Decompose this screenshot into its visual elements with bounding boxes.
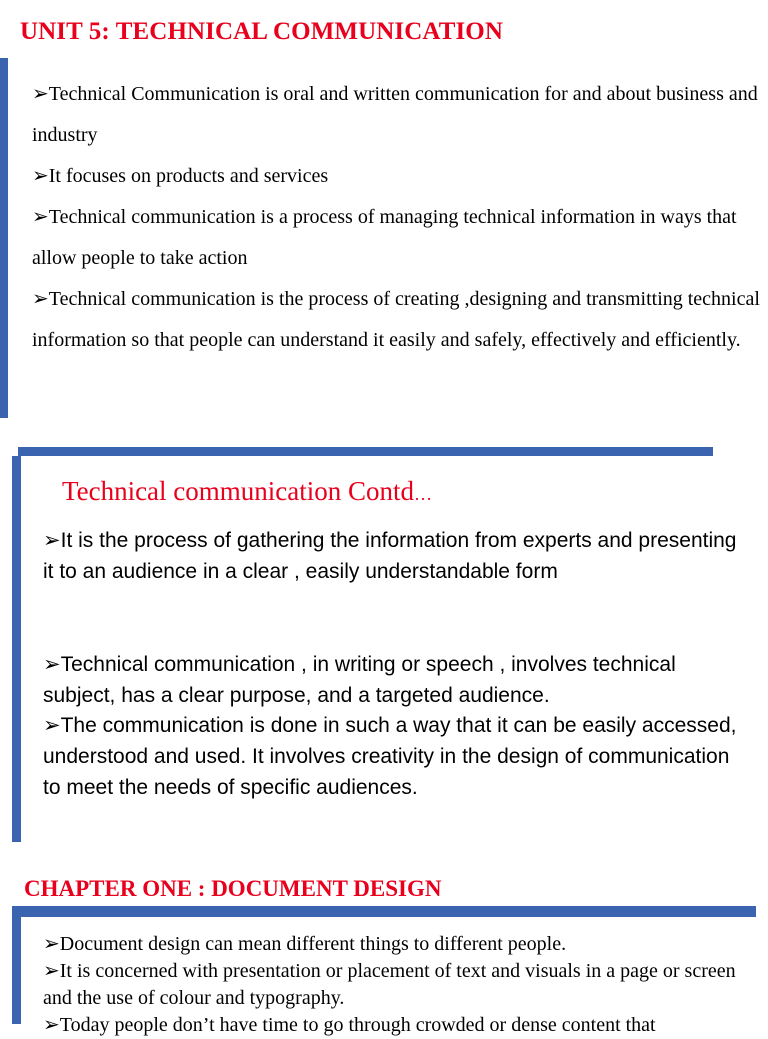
slide2-bullet-3: ➢The communication is done in such a way that it can be easily accessed, understood and used. It involves creativity in the design of communication to meet the needs of specific audiences. bbox=[43, 714, 737, 799]
slide1-bullet-4: ➢Technical communication is the process of creating ,designing and transmitting technical information so that people can understand it easily and safely, effectively and efficiently. bbox=[32, 288, 760, 351]
slide1-bullet-1: ➢Technical Communication is oral and written communication for and about business and industry bbox=[32, 83, 758, 146]
slide2-title: Technical communication Contd… bbox=[62, 476, 433, 506]
slide1-content-panel bbox=[0, 58, 768, 418]
slide1-title: UNIT 5: TECHNICAL COMMUNICATION bbox=[20, 18, 504, 45]
bullet-arrow-icon: ➢ bbox=[43, 653, 61, 676]
slide3-bullet-1: ➢Document design can mean different things to different people. bbox=[43, 933, 567, 955]
bullet-arrow-icon: ➢ bbox=[43, 1014, 60, 1036]
slide3-top-border bbox=[12, 906, 756, 917]
slide3-title: CHAPTER ONE : DOCUMENT DESIGN bbox=[24, 876, 442, 901]
bullet-arrow-icon: ➢ bbox=[43, 933, 60, 955]
bullet-arrow-icon: ➢ bbox=[32, 165, 49, 187]
slide1-bullet-2: ➢It focuses on products and services bbox=[32, 165, 329, 187]
bullet-arrow-icon: ➢ bbox=[43, 960, 60, 982]
bullet-arrow-icon: ➢ bbox=[32, 288, 49, 310]
slide3-bullet-3: ➢Today people don’t have time to go through crowded or dense content that bbox=[43, 1014, 656, 1036]
bullet-arrow-icon: ➢ bbox=[43, 714, 61, 737]
slide2-bullet-2: ➢Technical communication , in writing or speech , involves technical subject, has a clear purpose, and a targeted audience. bbox=[43, 653, 676, 707]
slide1-bullet-3: ➢Technical communication is a process of managing technical information in ways that allow people to take action bbox=[32, 206, 737, 269]
bullet-arrow-icon: ➢ bbox=[43, 529, 61, 552]
bullet-arrow-icon: ➢ bbox=[32, 83, 49, 105]
slide2-top-border bbox=[18, 447, 713, 456]
slide3-bullet-2: ➢It is concerned with presentation or placement of text and visuals in a page or screen and the use of colour and typography. bbox=[43, 960, 736, 1009]
bullet-arrow-icon: ➢ bbox=[32, 206, 49, 228]
slide3-content-panel bbox=[12, 917, 768, 1036]
slide2-bullet-1: ➢It is the process of gathering the information from experts and presenting it to an audience in a clear , easily understandable form bbox=[43, 529, 737, 583]
slide2-content-panel bbox=[12, 456, 752, 842]
